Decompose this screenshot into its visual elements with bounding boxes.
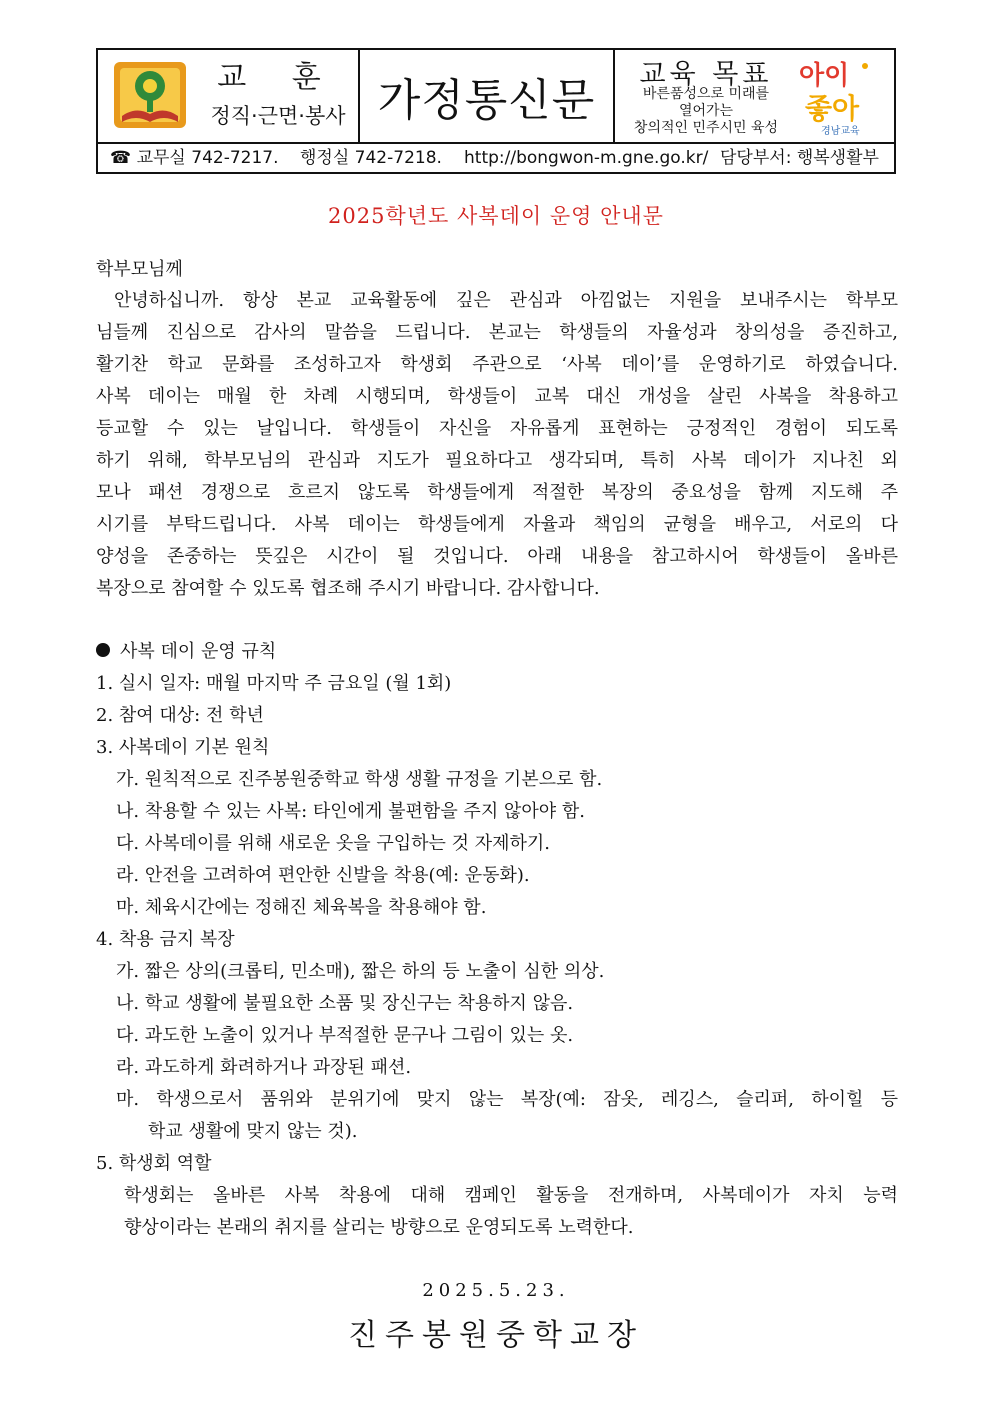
emblem-text: 경남교육 <box>821 126 860 137</box>
rule-subitem: 라. 안전을 고려하여 편안한 신발을 착용(예: 운동화). <box>116 865 530 886</box>
rule-subitem: 나. 착용할 수 있는 사복: 타인에게 불편함을 주지 않아야 함. <box>116 801 585 822</box>
contact-department: 담당부서: 행복생활부 <box>720 148 879 168</box>
bullet-icon <box>96 643 110 657</box>
contact-bar <box>98 144 894 172</box>
rules-heading-text: 사복 데이 운영 규칙 <box>120 641 277 662</box>
document-date: 2025.5.23. <box>422 1280 570 1301</box>
rule-subitem: 가. 원칙적으로 진주봉원중학교 학생 생활 규정을 기본으로 함. <box>116 769 603 790</box>
rule-subitem: 나. 학교 생활에 불필요한 소품 및 장신구는 착용하지 않음. <box>116 993 574 1014</box>
emblem-text: 아이 <box>799 61 850 91</box>
intro-paragraph <box>96 285 898 605</box>
school-website-link[interactable]: http://bongwon-m.gne.go.kr/ <box>464 148 709 168</box>
motto-heading: 교 훈 <box>217 60 339 95</box>
rule-item: 4. 착용 금지 복장 <box>96 929 235 950</box>
paragraph-line: 시기를 부탁드립니다. 사복 데이는 학생들에게 자율과 책임의 균형을 배우고, 서로의 다 <box>96 514 898 535</box>
newsletter-title-cell <box>360 50 615 142</box>
rules-section <box>96 636 898 1244</box>
goal-line: 창의적인 민주시민 육성 <box>633 120 779 136</box>
school-logo-icon <box>112 60 188 130</box>
newsletter-header <box>96 48 896 174</box>
goal-text <box>621 86 791 137</box>
gyeongnam-education-emblem-icon <box>795 54 891 138</box>
paragraph-line: 하기 위해, 학부모님의 관심과 지도가 필요하다고 생각되며, 특히 사복 데이가 지나친 외 <box>96 450 898 471</box>
goal-line: 열어가는 <box>678 103 734 119</box>
rule-subitem: 마. 체육시간에는 정해진 체육복을 착용해야 함. <box>116 897 487 918</box>
goal-heading: 교육 목표 <box>639 59 773 90</box>
rule-item: 5. 학생회 역할 <box>96 1153 212 1174</box>
contact-phone-office: ☎ 교무실 742-7217. <box>110 148 279 168</box>
emblem-text: 좋아 <box>805 92 860 125</box>
greeting: 학부모님께 <box>96 259 183 280</box>
rule-subitem: 다. 과도한 노출이 있거나 부적절한 문구나 그림이 있는 옷. <box>116 1025 574 1046</box>
rules-heading <box>96 636 898 668</box>
student-council-text: 향상이라는 본래의 취지를 살리는 방향으로 운영되도록 노력한다. <box>124 1217 634 1238</box>
paragraph-line: 양성을 존중하는 뜻깊은 시간이 될 것입니다. 아래 내용을 참고하시어 학생들이 올바른 <box>96 546 898 567</box>
paragraph-line: 복장으로 참여할 수 있도록 협조해 주시기 바랍니다. 감사합니다. <box>96 578 600 599</box>
contact-phone-admin: 행정실 742-7218. <box>300 148 442 168</box>
paragraph-line: 사복 데이는 매월 한 차례 시행되며, 학생들이 교복 대신 개성을 살린 사복을 착용하고 <box>96 386 898 407</box>
goal-line: 바른품성으로 미래를 <box>642 86 770 102</box>
paragraph-line: 활기찬 학교 문화를 조성하고자 학생회 주관으로 ‘사복 데이’를 운영하기로 하였습니다. <box>96 354 898 375</box>
motto-values: 정직·근면·봉사 <box>210 104 346 128</box>
rule-item: 2. 참여 대상: 전 학년 <box>96 705 264 726</box>
rule-subitem: 다. 사복데이를 위해 새로운 옷을 구입하는 것 자제하기. <box>116 833 551 854</box>
header-top-row <box>98 50 894 144</box>
student-council-text: 학생회는 올바른 사복 착용에 대해 캠페인 활동을 전개하며, 사복데이가 자치 능력 <box>124 1185 898 1206</box>
document-title: 2025학년도 사복데이 운영 안내문 <box>328 204 664 228</box>
paragraph-line: 안녕하십니까. 항상 본교 교육활동에 깊은 관심과 아낌없는 지원을 보내주시는 학부모 <box>114 290 898 311</box>
paragraph-line: 님들께 진심으로 감사의 말씀을 드립니다. 본교는 학생들의 자율성과 창의성을 증진하고, <box>96 322 898 343</box>
rule-item: 3. 사복데이 기본 원칙 <box>96 737 270 758</box>
education-goal-cell <box>615 50 894 142</box>
principal-signature: 진주봉원중학교장 <box>348 1318 644 1353</box>
rule-subitem: 마. 학생으로서 품위와 분위기에 맞지 않는 복장(예: 잠옷, 레깅스, 슬리퍼, 하이힐 등 <box>116 1089 898 1110</box>
paragraph-line: 모나 패션 경쟁으로 흐르지 않도록 학생들에게 적절한 복장의 중요성을 함께 지도해 주 <box>96 482 898 503</box>
rule-item: 1. 실시 일자: 매월 마지막 주 금요일 (월 1회) <box>96 673 452 694</box>
rule-subitem: 라. 과도하게 화려하거나 과장된 패션. <box>116 1057 412 1078</box>
paragraph-line: 등교할 수 있는 날입니다. 학생들이 자신을 자유롭게 표현하는 긍정적인 경험이 되도록 <box>96 418 898 439</box>
newsletter-title: 가정통신문 <box>377 75 596 126</box>
rule-subitem: 가. 짧은 상의(크롭티, 민소매), 짧은 하의 등 노출이 심한 의상. <box>116 961 605 982</box>
school-motto-cell <box>98 50 360 142</box>
rule-subitem-continued: 학교 생활에 맞지 않는 것). <box>148 1121 358 1142</box>
